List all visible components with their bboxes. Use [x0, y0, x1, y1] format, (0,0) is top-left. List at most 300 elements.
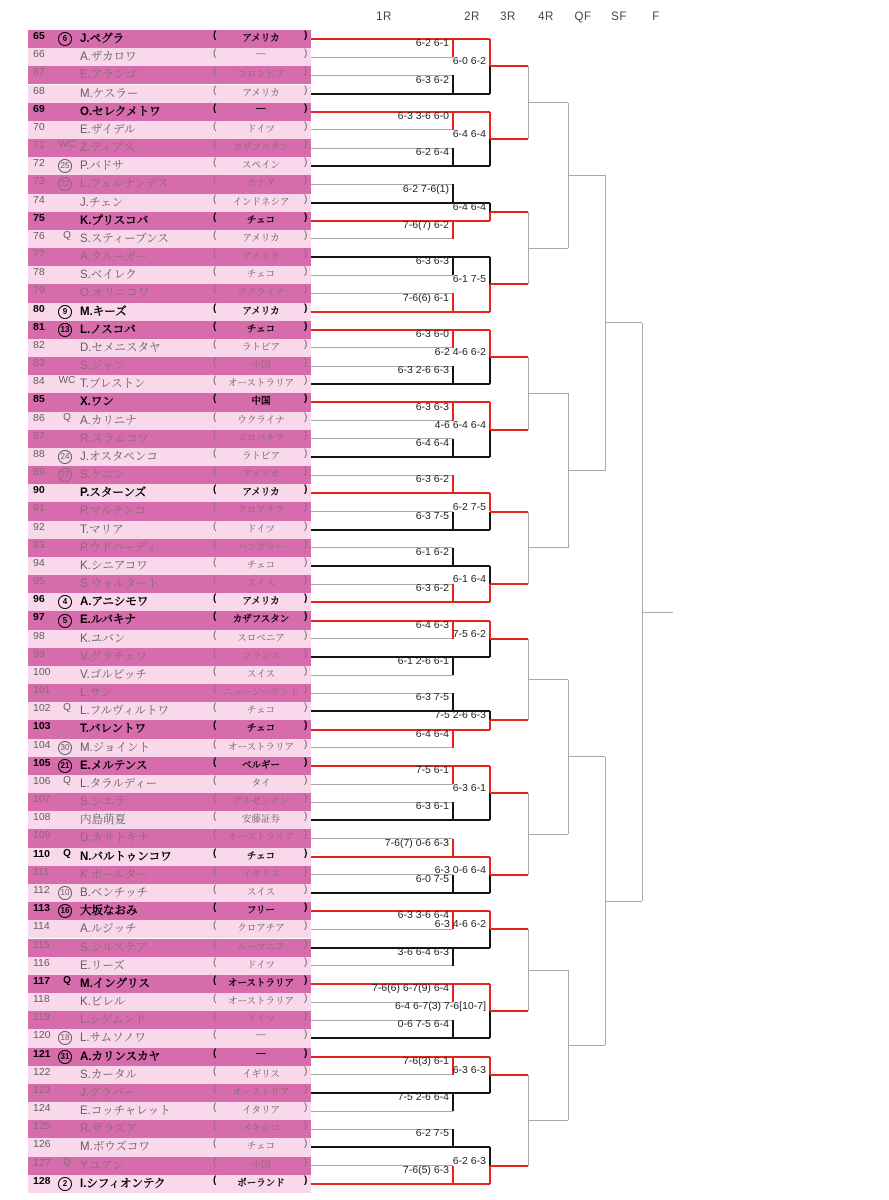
player-country: アメリカ — [242, 87, 280, 99]
paren-close: ) — [304, 211, 308, 223]
player-row[interactable] — [28, 630, 311, 648]
player-name: K.プリスコバ — [80, 214, 149, 227]
player-line — [311, 93, 490, 95]
r1-connector — [452, 1020, 454, 1038]
player-row[interactable] — [28, 339, 311, 357]
player-line — [311, 601, 490, 603]
player-number: 98 — [33, 629, 45, 642]
player-name: E.コッチャレット — [80, 1105, 171, 1118]
player-line — [311, 1146, 490, 1148]
player-row[interactable] — [28, 103, 311, 121]
paren-open: ( — [213, 738, 217, 750]
player-row[interactable] — [28, 920, 311, 938]
player-number: 108 — [33, 811, 51, 824]
player-country: アメリカ — [242, 469, 280, 481]
player-country: ルーマニア — [237, 941, 285, 953]
player-name: P.ウドバーディ — [80, 541, 158, 554]
player-country: ベルギー — [241, 759, 280, 771]
paren-open: ( — [213, 84, 217, 96]
r2-winner-line — [490, 638, 528, 640]
match-score: 6-3 3-6 6-4 — [397, 909, 449, 922]
paren-open: ( — [213, 1065, 217, 1077]
player-country: ラトビア — [241, 341, 280, 353]
r2-connector — [489, 39, 491, 66]
r1-connector — [452, 148, 454, 166]
r2-winner-line — [490, 511, 528, 513]
player-name: S.カータル — [80, 1068, 137, 1081]
paren-close: ) — [304, 920, 308, 932]
player-number: 112 — [33, 883, 50, 896]
player-row[interactable] — [28, 66, 311, 84]
match-score: 7-6(5) 6-3 — [402, 1163, 449, 1176]
player-row[interactable] — [28, 321, 311, 339]
player-row[interactable] — [28, 357, 311, 375]
paren-open: ( — [213, 375, 217, 387]
match-score: 6-3 7-5 — [415, 509, 449, 522]
pending-line — [568, 470, 605, 471]
player-name: R.スラムコワ — [80, 432, 149, 445]
match-score: 7-6(7) 0-6 6-3 — [384, 836, 449, 849]
r2-winner-line — [490, 874, 528, 876]
player-name: K.ビレル — [80, 996, 126, 1008]
player-country: オーストラリア — [227, 996, 295, 1007]
player-row[interactable] — [28, 157, 311, 175]
player-row[interactable] — [28, 575, 311, 593]
player-country: チェコ — [246, 323, 276, 335]
paren-open: ( — [213, 1138, 217, 1150]
paren-close: ) — [304, 702, 308, 714]
r2-winner-line — [490, 1010, 528, 1012]
match-score: 6-0 7-5 — [415, 872, 449, 885]
r1-connector — [452, 293, 454, 311]
player-country: クロアチア — [237, 505, 285, 517]
paren-open: ( — [213, 102, 217, 114]
player-number: 127 — [33, 1156, 51, 1169]
player-row[interactable] — [28, 484, 311, 502]
paren-close: ) — [304, 193, 308, 205]
round-header: 3R — [500, 11, 516, 23]
player-name: M.ボウズコワ — [80, 1141, 150, 1154]
player-row[interactable] — [28, 702, 311, 720]
player-line — [311, 383, 490, 385]
r2-winner-line — [490, 283, 528, 285]
player-country: チェコ — [246, 269, 276, 281]
seed-badge: 24 — [58, 450, 72, 464]
r1-connector — [452, 948, 454, 966]
seed-badge: 13 — [58, 323, 72, 337]
player-row[interactable] — [28, 1175, 311, 1193]
player-number: 83 — [33, 357, 45, 370]
player-row[interactable] — [28, 811, 311, 829]
entry-mark: Q — [63, 702, 71, 714]
player-country: アメリカ — [242, 251, 280, 263]
r2-connector — [489, 430, 491, 457]
round-header: F — [652, 11, 660, 23]
player-row[interactable] — [28, 1138, 311, 1156]
player-country: インドネシア — [232, 196, 290, 208]
paren-open: ( — [213, 411, 217, 423]
match-score: 6-4 6-3 — [415, 618, 449, 631]
player-country: オーストリア — [232, 1086, 290, 1098]
player-name: D.セメニスタヤ — [80, 341, 161, 354]
player-row[interactable] — [28, 757, 311, 775]
r2-connector — [489, 984, 491, 1011]
player-line — [311, 1074, 453, 1075]
player-row[interactable] — [28, 1102, 311, 1120]
player-number: 87 — [33, 429, 45, 442]
match-score: 7-6(7) 6-2 — [402, 218, 449, 231]
player-row[interactable] — [28, 939, 311, 957]
pending-line — [568, 175, 605, 176]
player-row[interactable] — [28, 248, 311, 266]
player-row[interactable] — [28, 720, 311, 738]
player-country: 中国 — [251, 360, 271, 372]
paren-open: ( — [213, 1047, 217, 1059]
player-row[interactable] — [28, 993, 311, 1011]
player-row[interactable] — [28, 611, 311, 629]
paren-close: ) — [304, 1029, 308, 1041]
player-row[interactable] — [28, 230, 311, 248]
pending-line — [568, 1045, 605, 1046]
r2-connector — [489, 1057, 491, 1075]
player-line — [311, 729, 490, 731]
match-score: 6-3 6-1 — [415, 800, 449, 813]
player-row[interactable] — [28, 121, 311, 139]
player-row[interactable] — [28, 666, 311, 684]
player-line — [311, 329, 490, 331]
paren-open: ( — [213, 647, 217, 659]
paren-open: ( — [213, 66, 217, 78]
player-row[interactable] — [28, 266, 311, 284]
player-country: アルゼンチン — [232, 796, 290, 808]
paren-open: ( — [213, 575, 217, 587]
player-line — [311, 747, 453, 748]
player-country: ハンガリー — [237, 541, 285, 553]
entry-mark: Q — [63, 774, 71, 786]
paren-open: ( — [213, 702, 217, 714]
r2-connector — [489, 66, 491, 93]
match-score: 6-4 6-4 — [415, 436, 449, 449]
player-number: 110 — [33, 847, 50, 860]
player-row[interactable] — [28, 793, 311, 811]
paren-open: ( — [213, 938, 217, 950]
paren-close: ) — [304, 647, 308, 659]
player-country: スイス — [246, 886, 276, 898]
player-line — [311, 892, 490, 894]
paren-open: ( — [213, 1083, 217, 1095]
match-score: 6-3 6-3 — [415, 255, 449, 268]
paren-close: ) — [304, 575, 308, 587]
paren-open: ( — [213, 920, 217, 932]
player-name: I.シフィオンテク — [80, 1177, 166, 1190]
player-number: 105 — [33, 756, 51, 769]
player-country: チェコ — [246, 723, 276, 735]
seed-badge: 5 — [58, 614, 72, 628]
player-name: T.バレントワ — [80, 723, 147, 736]
paren-close: ) — [304, 466, 308, 478]
player-row[interactable] — [28, 466, 311, 484]
paren-open: ( — [213, 774, 217, 786]
entry-mark: Q — [63, 1156, 71, 1168]
player-number: 71 — [33, 139, 45, 152]
player-name: V.ゴルビッチ — [80, 668, 147, 681]
player-country: — — [256, 48, 266, 60]
player-name: P.スターンズ — [80, 487, 147, 500]
player-row[interactable] — [28, 1066, 311, 1084]
player-line — [311, 401, 490, 403]
paren-open: ( — [213, 48, 217, 60]
player-number: 114 — [33, 920, 50, 933]
player-line — [311, 929, 453, 930]
player-country: カナダ — [246, 178, 276, 190]
player-row[interactable] — [28, 739, 311, 757]
pending-line — [528, 248, 568, 249]
paren-close: ) — [304, 84, 308, 96]
player-row[interactable] — [28, 448, 311, 466]
player-country: スロベニア — [237, 632, 285, 644]
player-row[interactable] — [28, 85, 311, 103]
player-row[interactable] — [28, 212, 311, 230]
player-number: 93 — [33, 538, 45, 551]
player-name: E.リーズ — [80, 959, 125, 972]
paren-close: ) — [304, 611, 308, 623]
player-row[interactable] — [28, 393, 311, 411]
paren-close: ) — [304, 48, 308, 60]
final-line — [642, 612, 673, 613]
paren-open: ( — [213, 993, 217, 1004]
match-score: 6-1 7-5 — [452, 273, 486, 286]
paren-close: ) — [304, 684, 308, 696]
player-name: L.シゲムンド — [80, 1014, 147, 1027]
player-country: イギリス — [242, 868, 280, 880]
player-row[interactable] — [28, 648, 311, 666]
paren-open: ( — [213, 684, 217, 696]
r1-connector — [452, 802, 454, 820]
paren-open: ( — [213, 847, 217, 859]
paren-open: ( — [213, 629, 217, 641]
player-name: K.ユバン — [80, 632, 126, 645]
paren-close: ) — [304, 811, 308, 823]
match-score: 7-6(3) 6-1 — [402, 1054, 449, 1067]
player-name: J.グラバー — [80, 1086, 135, 1099]
player-row[interactable] — [28, 175, 311, 193]
match-score: 6-3 6-2 — [415, 73, 449, 86]
paren-close: ) — [304, 1047, 308, 1059]
player-row[interactable] — [28, 412, 311, 430]
paren-close: ) — [304, 974, 308, 986]
player-row[interactable] — [28, 975, 311, 993]
player-line — [311, 311, 490, 313]
player-number: 80 — [33, 302, 45, 315]
paren-close: ) — [304, 774, 308, 786]
player-name: B.ベンチッチ — [80, 886, 149, 899]
r2-connector — [489, 493, 491, 511]
player-country: ドイツ — [246, 123, 276, 135]
paren-open: ( — [213, 175, 217, 187]
paren-close: ) — [304, 756, 308, 768]
player-row[interactable] — [28, 521, 311, 539]
r2-connector — [489, 621, 491, 639]
player-row[interactable] — [28, 1011, 311, 1029]
seed-badge: 31 — [58, 1050, 72, 1064]
paren-close: ) — [304, 847, 308, 859]
player-line — [311, 620, 490, 622]
r2-connector — [489, 357, 491, 384]
match-score: 7-5 2-6 6-3 — [434, 709, 486, 722]
player-line — [311, 1183, 490, 1185]
paren-close: ) — [304, 157, 308, 169]
player-row[interactable] — [28, 902, 311, 920]
player-name: E.ザイデル — [80, 123, 136, 136]
player-name: X.ワン — [80, 396, 114, 409]
r2-connector — [489, 584, 491, 602]
player-country: チェコ — [246, 214, 276, 226]
paren-close: ) — [304, 793, 308, 805]
r2-winner-line — [490, 356, 528, 358]
player-number: 117 — [33, 974, 50, 987]
match-score: 6-3 6-1 — [452, 782, 486, 795]
paren-open: ( — [213, 1011, 217, 1023]
player-row[interactable] — [28, 957, 311, 975]
player-row[interactable] — [28, 303, 311, 321]
r2-winner-line — [490, 583, 528, 585]
match-score: 6-4 6-7(3) 7-6[10-7] — [394, 1000, 486, 1013]
player-line — [311, 565, 490, 567]
round-header: QF — [574, 11, 592, 23]
pending-line — [528, 970, 568, 971]
r2-connector — [489, 766, 491, 793]
paren-close: ) — [304, 556, 308, 568]
player-row[interactable] — [28, 194, 311, 212]
player-country: ニュージーランド — [223, 687, 299, 699]
player-row[interactable] — [28, 684, 311, 702]
player-number: 107 — [33, 793, 51, 806]
paren-open: ( — [213, 956, 217, 968]
match-score: 6-2 6-1 — [415, 37, 449, 50]
player-country: アメリカ — [242, 487, 280, 499]
player-row[interactable] — [28, 375, 311, 393]
player-number: 99 — [33, 647, 45, 660]
player-row[interactable] — [28, 430, 311, 448]
player-line — [311, 456, 490, 458]
player-country: ドイツ — [246, 1014, 276, 1026]
player-number: 118 — [33, 993, 50, 1005]
player-line — [311, 675, 453, 676]
match-score: 6-2 7-5 — [415, 1127, 449, 1140]
player-row[interactable] — [28, 1048, 311, 1066]
match-score: 6-3 7-5 — [415, 691, 449, 704]
r1-connector — [452, 657, 454, 675]
paren-close: ) — [304, 1156, 308, 1168]
seed-badge: 16 — [58, 904, 72, 918]
player-row[interactable] — [28, 1157, 311, 1175]
player-row[interactable] — [28, 139, 311, 157]
match-score: 6-3 6-2 — [415, 473, 449, 486]
paren-close: ) — [304, 720, 308, 732]
paren-close: ) — [304, 248, 308, 260]
player-row[interactable] — [28, 866, 311, 884]
player-line — [311, 420, 453, 421]
player-number: 116 — [33, 956, 50, 969]
player-row[interactable] — [28, 848, 311, 866]
paren-close: ) — [304, 102, 308, 114]
player-row[interactable] — [28, 1084, 311, 1102]
player-country: タイ — [251, 777, 271, 789]
paren-close: ) — [304, 1174, 308, 1186]
match-score: 6-0 6-2 — [452, 55, 486, 68]
paren-close: ) — [304, 266, 308, 278]
r1-connector — [452, 439, 454, 457]
player-row[interactable] — [28, 775, 311, 793]
r1-connector — [452, 475, 454, 493]
player-country: ウクライナ — [237, 287, 285, 299]
paren-close: ) — [304, 302, 308, 314]
player-name: J.ペグラ — [80, 33, 125, 45]
player-number: 66 — [33, 48, 45, 61]
player-number: 128 — [33, 1174, 51, 1187]
player-number: 81 — [33, 320, 45, 333]
player-number: 77 — [33, 248, 45, 261]
player-name: Z.ディアス — [80, 142, 135, 155]
player-name: 内島萌夏 — [80, 814, 126, 827]
player-country: 中国 — [251, 1159, 271, 1171]
paren-close: ) — [304, 411, 308, 423]
player-line — [311, 784, 453, 785]
r2-winner-line — [490, 1074, 528, 1076]
entry-mark: Q — [63, 974, 71, 986]
pending-line — [568, 756, 605, 757]
player-row[interactable] — [28, 284, 311, 302]
player-row[interactable] — [28, 48, 311, 66]
paren-open: ( — [213, 193, 217, 205]
seed-badge: 21 — [58, 759, 72, 773]
player-row[interactable] — [28, 1120, 311, 1138]
player-row[interactable] — [28, 30, 311, 48]
r2-connector — [489, 566, 491, 584]
player-row[interactable] — [28, 557, 311, 575]
paren-close: ) — [304, 447, 308, 459]
player-number: 89 — [33, 466, 45, 479]
player-row[interactable] — [28, 1029, 311, 1047]
player-row[interactable] — [28, 502, 311, 520]
player-number: 73 — [33, 175, 45, 188]
player-row[interactable] — [28, 539, 311, 557]
match-score: 6-3 6-3 — [415, 400, 449, 413]
player-row[interactable] — [28, 884, 311, 902]
player-country: オーストラリア — [227, 741, 295, 753]
player-country: アメリカ — [242, 596, 280, 608]
player-line — [311, 765, 490, 767]
paren-close: ) — [304, 1102, 308, 1114]
seed-badge: 27 — [58, 468, 72, 482]
r2-connector — [489, 639, 491, 657]
r2-connector — [489, 112, 491, 139]
paren-close: ) — [304, 956, 308, 968]
player-number: 90 — [33, 484, 45, 497]
player-country: オーストラリア — [227, 378, 295, 390]
player-number: 124 — [33, 1102, 51, 1115]
paren-open: ( — [213, 284, 217, 296]
paren-close: ) — [304, 393, 308, 405]
player-name: L.ノスコバ — [80, 323, 136, 336]
pending-line — [605, 901, 642, 902]
paren-close: ) — [304, 593, 308, 605]
player-number: 94 — [33, 556, 45, 569]
player-row[interactable] — [28, 593, 311, 611]
match-score: 0-6 7-5 6-4 — [397, 1018, 449, 1031]
player-row[interactable] — [28, 829, 311, 847]
entry-mark: WC — [58, 139, 76, 151]
